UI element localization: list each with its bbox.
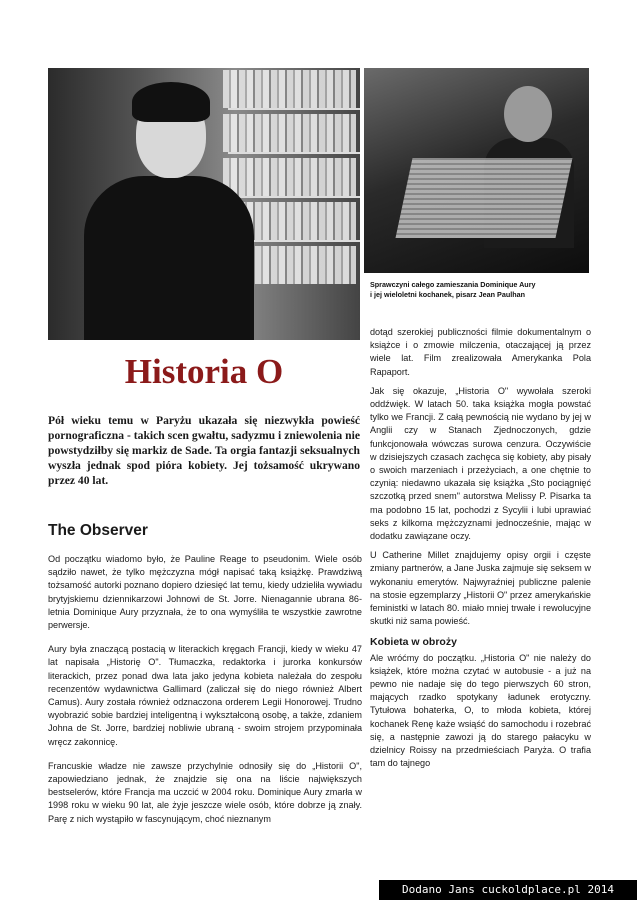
author-photo (48, 68, 360, 340)
caption-line-1: Sprawczyni całego zamieszania Dominique Aury (370, 280, 536, 289)
subsection-heading: Kobieta w obroży (370, 636, 457, 649)
woman-hair (132, 82, 210, 122)
shelf-board (228, 108, 360, 110)
left-column (48, 553, 362, 837)
paragraph: Ale wróćmy do początku. „Historia O" nie należy do książek, które można czytać w autobusie - a już na pewno nie nadaje się do tego pierwszych 60 stron, mających rzadko spotykany ładunek erotyczny. Tytułowa bohaterka, O, to młoda kobieta, której kochanek Renę każe wsiąść do samochodu i rozebrać się, a następnie zawozi ją do starego pałacyku w dzielnicy Roissy na przedmieściach Paryża. O trafia tam do tajnego (370, 652, 591, 769)
paragraph: U Catherine Millet znajdujemy opisy orgii i częste zmiany partnerów, a Jane Juska zajmuje się seksem w wykonaniu emerytów. Najwyraźniej publiczne palenie na stosie egzemplarzy „Historii O" przez amerykańskie feministki w latach 80. miało mniej trwałe i rewolucyjne skutki niż sama powieść. (370, 550, 591, 627)
couple-photo (364, 68, 589, 273)
bookshelf-row (223, 114, 356, 152)
paragraph: Francuskie władze nie zawsze przychylnie odnosiły się do „Historii O", zapowiedziano jednak, że znajdzie się ona na liście największych bestselerów, które Francja ma uczcić w 2004 roku. Dominique Aury zmarła w 1998 roku w wieku 90 lat, ale żyje jeszcze wiele osób, które dobrze ją znały. Parę z nich wystąpiło w fascynującym, choć nieznanym (48, 760, 362, 824)
article-title: Historia O (124, 352, 284, 391)
paragraph: Od początku wiadomo było, że Pauline Reage to pseudonim. Wiele osób sądziło nawet, że tylko mężczyzna mógł napisać taką książkę. Prawdziwą tożsamość autorki poznano dopiero dziesięć lat temu, kiedy udzieliła wywiadu brytyjskiemu dziennikarzowi Johnowi de St. Jorre. Nienagannie ubrana 86-letnia Dominique Aury przyznała, że to ona wymyśliła te wszystkie zawrotne perwersje. (48, 554, 362, 631)
article-lead: Pół wieku temu w Paryżu ukazała się niezwykła powieść pornograficzna - takich scen gwałtu, sadyzmu i zniewolenia nie powstydziłby się markiz de Sade. Ta orgia fantazji seksualnych wyszła jednak spod pióra kobiety. Jej tożsamość ukrywano przez 40 lat. (48, 414, 360, 487)
paragraph: Jak się okazuje, „Historia O" wywołała szeroki oddźwięk. W latach 50. taka książka mogła powstać tylko we Francji. Z całą pewnością nie wydano by jej w Anglii czy w Stanach Zjednoczonych, gdzie funkcjonowała wówczas surowa cenzura. Oczywiście w dzisiejszych czasach zachęca się kobiety, aby pisały o swoich marzeniach i przeżyciach, a one chętnie to czynią: niedawno ukazała się książka „Sto pociągnięć szczotką przed snem" autorstwa Melissy P. Pisarka ta ma podobno 15 lat, pochodzi z Sycylii i lubi uprawiać seks z kilkoma mężczyznami jednocześnie, mając w dodatku zawiązane oczy. (370, 385, 591, 542)
shelf-board (228, 152, 360, 154)
shelf-board (228, 196, 360, 198)
paragraph: dotąd szerokiej publiczności filmie dokumentalnym o książce i o zmowie milczenia, otaczającej ją przez wiele lat. Film zrealizowała Amerykanka Pola Rapaport. (370, 327, 591, 377)
right-column (370, 326, 591, 777)
man-face (504, 86, 552, 142)
caption-line-2: i jej wieloletni kochanek, pisarz Jean Paulhan (370, 290, 525, 299)
bookshelf-row (223, 158, 356, 196)
watermark-footer: Dodano Jans cuckoldplace.pl 2014 (379, 880, 637, 900)
bookshelf-row (223, 70, 356, 108)
source-heading: The Observer (48, 522, 148, 539)
woman-figure (84, 176, 254, 340)
photo-caption (370, 280, 590, 300)
paragraph: Aury była znaczącą postacią w literackich kręgach Francji, kiedy w wieku 47 lat napisała „Historię O". Tłumaczka, redaktorka i jurorka konkursów literackich, przez ponad dwa lata jako jedyna kobieta należała do zespołu recenzentów wydawnictwa Gallimard (zaliczał się do niego również Albert Camus). Aury została również odznaczona orderem Legii Honorowej. Trudno wyobrazić sobie bardziej inteligentną i wykształconą osobę, a także, zdaniem Johna de St. Jorre, bardziej nobliwie ubraną - swoim strojem przypominała wręcz zakonnicę. (48, 644, 362, 747)
papers-on-desk (395, 158, 572, 238)
